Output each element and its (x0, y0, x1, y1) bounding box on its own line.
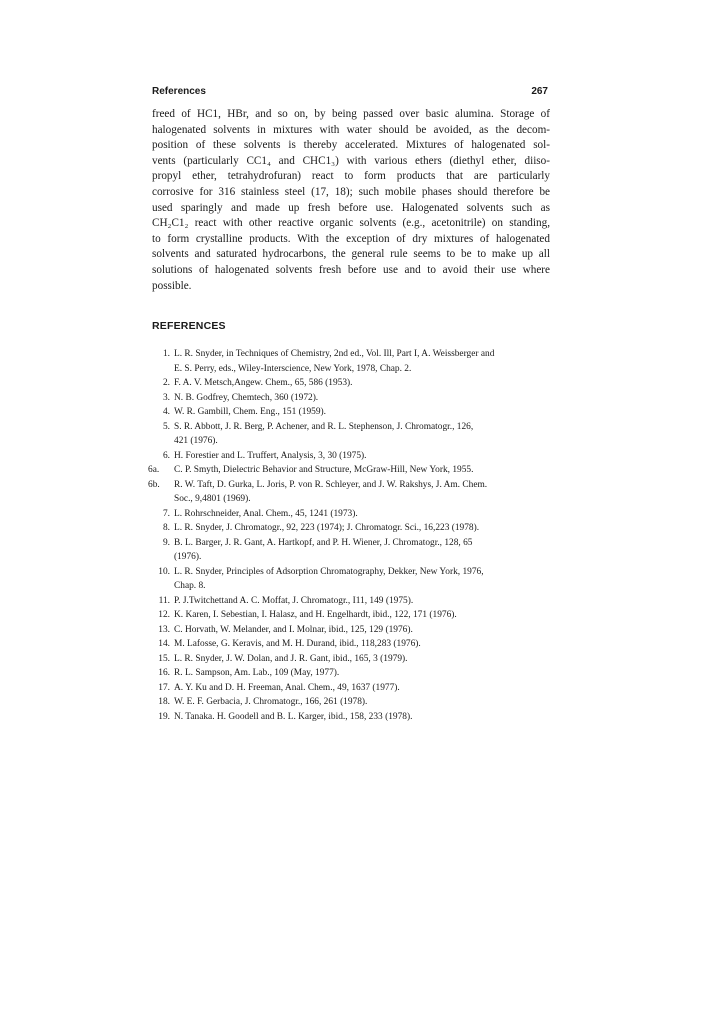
reference-text (174, 637, 552, 652)
reference-item (152, 608, 552, 623)
reference-line: W. R. Gambill, Chem. Eng., 151 (1959). (174, 407, 326, 417)
reference-line: Soc., 9,4801 (1969). (174, 494, 251, 504)
reference-line: H. Forestier and L. Truffert, Analysis, 3, 30 (1975). (174, 450, 367, 461)
reference-line: P. J.Twitchettand A. C. Moffat, J. Chromatogr., I11, 149 (1975). (174, 595, 414, 606)
reference-text (174, 536, 552, 565)
reference-line: 421 (1976). (174, 436, 218, 446)
reference-number: 5. (162, 421, 170, 432)
reference-number: 11. (158, 595, 170, 606)
reference-item (152, 449, 552, 464)
reference-line: N. Tanaka. H. Goodell and B. L. Karger, ibid., 158, 233 (1978). (174, 711, 413, 722)
reference-item (152, 623, 552, 638)
reference-item (148, 478, 552, 507)
reference-item (152, 594, 552, 609)
reference-text (174, 666, 552, 681)
reference-line: (1976). (174, 552, 202, 562)
reference-text (174, 565, 552, 594)
body-line: halogenated solvents in mixtures with water should be avoided, as the decom- (152, 123, 550, 136)
reference-line: N. B. Godfrey, Chemtech, 360 (1972). (174, 392, 319, 403)
reference-list (148, 347, 552, 724)
reference-text (174, 478, 552, 507)
reference-line: M. Lafosse, G. Keravis, and M. H. Durand, ibid., 118,283 (1976). (174, 639, 421, 649)
reference-number: 15. (158, 653, 170, 664)
reference-number: 2. (162, 378, 170, 388)
reference-text (174, 695, 552, 710)
reference-item (152, 521, 552, 536)
reference-number: 7. (162, 508, 170, 519)
reference-number: 10. (158, 566, 170, 577)
reference-line: L. R. Snyder, in Techniques of Chemistry, 2nd ed., Vol. Ill, Part I, A. Weissberger and (174, 349, 495, 359)
reference-item (152, 391, 552, 406)
reference-number: 6a. (148, 465, 160, 475)
body-paragraph (152, 107, 550, 294)
reference-number: 1. (162, 349, 170, 359)
reference-item (152, 695, 552, 710)
reference-number: 17. (158, 682, 170, 693)
body-line: used sparingly and made up fresh before use. Halogenated solvents such as (152, 201, 550, 214)
reference-text (174, 623, 552, 638)
reference-item (152, 507, 552, 522)
reference-text (174, 608, 552, 623)
reference-item (152, 637, 552, 652)
reference-item (152, 405, 552, 420)
reference-text (174, 594, 552, 609)
reference-number: 6b. (148, 479, 160, 490)
body-line: position of these solvents is thereby accelerated. Mixtures of halogenated sol- (152, 139, 550, 152)
reference-line: W. E. F. Gerbacia, J. Chromatogr., 166, 261 (1978). (174, 697, 368, 707)
reference-item (148, 463, 552, 478)
reference-line: F. A. V. Metsch,Angew. Chem., 65, 586 (1953). (174, 378, 353, 388)
reference-text (174, 405, 552, 420)
body-line: possible. (152, 279, 192, 292)
references-heading: REFERENCES (152, 320, 226, 332)
reference-line: Chap. 8. (174, 581, 206, 591)
reference-line: R. W. Taft, D. Gurka, L. Joris, P. von R. Schleyer, and J. W. Rakshys, J. Am. Chem. (174, 479, 488, 490)
reference-text (174, 463, 552, 478)
reference-text (174, 652, 552, 667)
reference-text (174, 347, 552, 376)
reference-line: L. R. Snyder, J. Chromatogr., 92, 223 (1974); J. Chromatogr. Sci., 16,223 (1978). (174, 523, 480, 533)
reference-number: 16. (158, 668, 170, 678)
body-line: vents (particularly CC1₄ and CHC1₃) with various ethers (diethyl ether, diiso- (152, 154, 550, 167)
reference-line: K. Karen, I. Sebestian, I. Halasz, and H. Engelhardt, ibid., 122, 171 (1976). (174, 610, 457, 620)
reference-item (152, 536, 552, 565)
reference-line: E. S. Perry, eds., Wiley-Interscience, New York, 1978, Chap. 2. (174, 363, 412, 374)
body-line: solutions of halogenated solvents fresh before use and to avoid their use where (152, 263, 550, 276)
reference-number: 13. (158, 624, 170, 635)
reference-line: C. P. Smyth, Dielectric Behavior and Structure, McGraw-Hill, New York, 1955. (174, 465, 474, 475)
reference-line: S. R. Abbott, J. R. Berg, P. Achener, and R. L. Stephenson, J. Chromatogr., 126, (174, 421, 474, 432)
reference-item (152, 420, 552, 449)
reference-text (174, 681, 552, 696)
reference-text (174, 710, 552, 725)
reference-number: 6. (162, 450, 170, 461)
body-line: propyl ether, tetrahydrofuran) react to form products that are particularly (152, 170, 550, 183)
reference-line: L. R. Snyder, J. W. Dolan, and J. R. Gant, ibid., 165, 3 (1979). (174, 653, 408, 664)
body-line: CH₂C1₂ react with other reactive organic solvents (e.g., acetonitrile) on standing, (152, 217, 550, 230)
reference-number: 14. (158, 639, 170, 649)
reference-number: 18. (158, 697, 170, 707)
reference-text (174, 521, 552, 536)
section-title: References (152, 86, 206, 97)
reference-number: 19. (158, 711, 170, 722)
page-number: 267 (531, 86, 548, 97)
reference-item (152, 710, 552, 725)
reference-number: 12. (158, 610, 170, 620)
reference-line: B. L. Barger, J. R. Gant, A. Hartkopf, and P. H. Wiener, J. Chromatogr., 128, 65 (174, 537, 473, 548)
reference-item (152, 666, 552, 681)
book-page (148, 0, 552, 1024)
reference-line: R. L. Sampson, Am. Lab., 109 (May, 1977). (174, 668, 340, 678)
reference-text (174, 507, 552, 522)
reference-number: 4. (162, 407, 170, 417)
reference-item (152, 347, 552, 376)
body-line: solvents and saturated hydrocarbons, the general rule seems to be to make up all (152, 248, 550, 261)
reference-line: C. Horvath, W. Melander, and I. Molnar, ibid., 125, 129 (1976). (174, 624, 413, 635)
reference-text (174, 420, 552, 449)
reference-text (174, 376, 552, 391)
reference-number: 8. (162, 523, 170, 533)
running-head (152, 86, 548, 100)
reference-text (174, 391, 552, 406)
body-line: freed of HC1, HBr, and so on, by being passed over basic alumina. Storage of (152, 108, 550, 120)
reference-item (152, 681, 552, 696)
reference-line: L. R. Snyder, Principles of Adsorption Chromatography, Dekker, New York, 1976, (174, 566, 484, 577)
body-line: corrosive for 316 stainless steel (17, 18); such mobile phases should therefore be (152, 185, 550, 198)
reference-line: A. Y. Ku and D. H. Freeman, Anal. Chem., 49, 1637 (1977). (174, 682, 400, 693)
reference-number: 3. (162, 392, 170, 403)
reference-item (152, 565, 552, 594)
reference-number: 9. (162, 537, 170, 548)
reference-item (152, 376, 552, 391)
body-line: to form crystalline products. With the exception of dry mixtures of halogenated (152, 232, 550, 245)
reference-line: L. Rohrschneider, Anal. Chem., 45, 1241 (1973). (174, 508, 358, 519)
reference-item (152, 652, 552, 667)
reference-text (174, 449, 552, 464)
